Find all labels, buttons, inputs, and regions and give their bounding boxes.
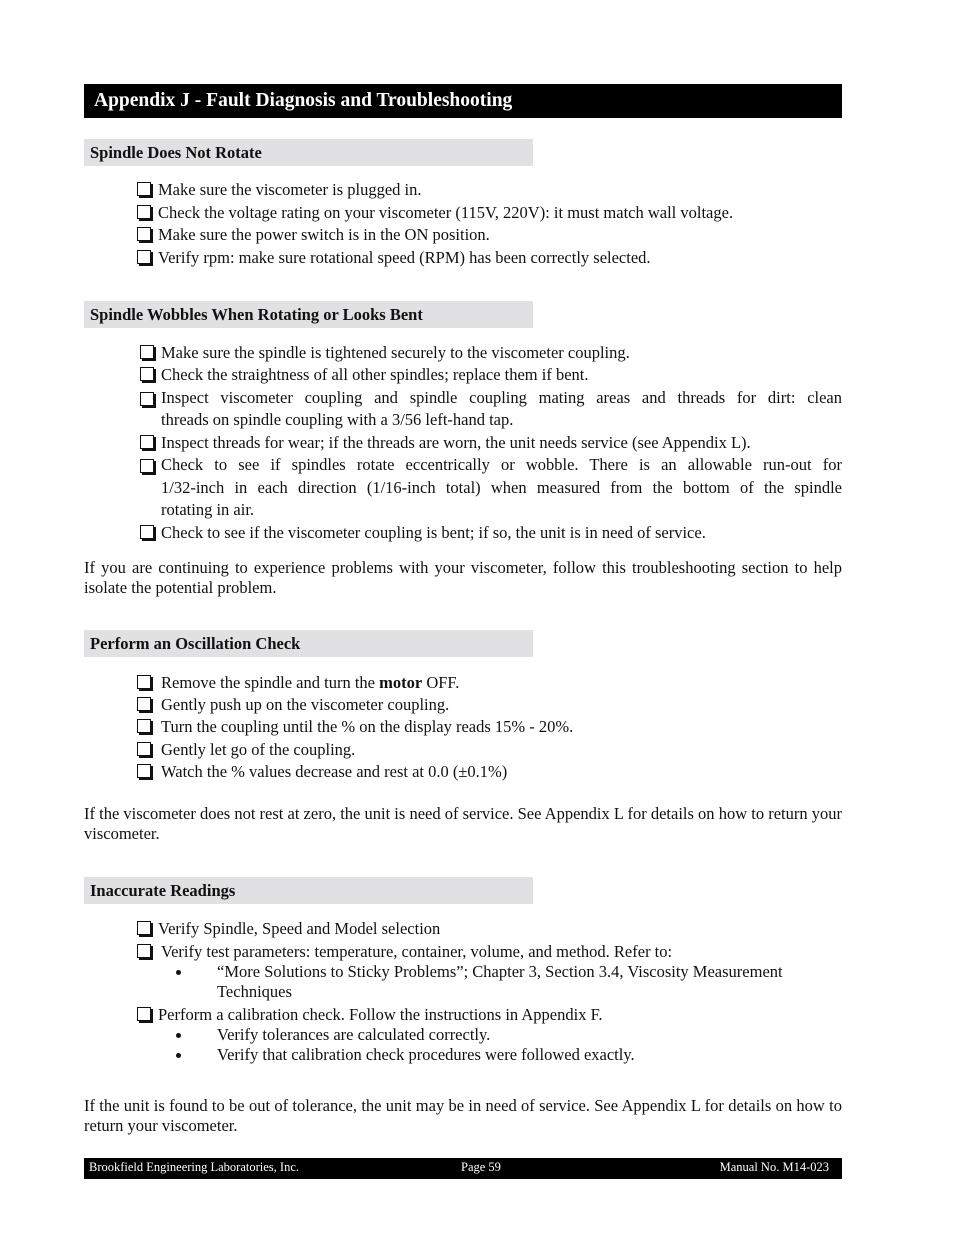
body-paragraph: If the viscometer does not rest at zero, the unit is need of service. See Appendix L for details on how to return your viscometer. bbox=[84, 804, 842, 843]
section-header-oscillation-check bbox=[84, 630, 533, 657]
section-header-spindle-wobbles bbox=[84, 301, 533, 328]
checkbox-icon bbox=[137, 764, 151, 778]
list-item: Make sure the spindle is tightened securely to the viscometer coupling. bbox=[140, 342, 630, 364]
bullet-icon bbox=[176, 970, 181, 975]
checkbox-icon bbox=[140, 367, 154, 381]
bullet-icon bbox=[176, 1053, 181, 1058]
sub-list-item: Verify that calibration check procedures were followed exactly. bbox=[217, 1045, 635, 1064]
checkbox-icon bbox=[137, 921, 151, 935]
section-title: Inaccurate Readings bbox=[90, 881, 236, 900]
checkbox-icon bbox=[137, 719, 151, 733]
checkbox-icon bbox=[140, 459, 154, 473]
appendix-title-bar bbox=[84, 84, 842, 118]
checkbox-icon bbox=[140, 345, 154, 359]
page-title: Appendix J - Fault Diagnosis and Troubleshooting bbox=[94, 90, 513, 111]
list-item: Inspect viscometer coupling and spindle coupling mating areas and threads for dirt: clean bbox=[140, 387, 842, 409]
list-item: Check to see if spindles rotate eccentrically or wobble. There is an allowable run-out for bbox=[140, 454, 842, 476]
page-footer bbox=[84, 1158, 842, 1179]
checkbox-icon bbox=[137, 250, 151, 264]
bullet-icon bbox=[176, 1033, 181, 1038]
list-item: Gently push up on the viscometer coupling. bbox=[137, 694, 449, 716]
list-item: Verify test parameters: temperature, container, volume, and method. Refer to: bbox=[137, 941, 672, 963]
checkbox-icon bbox=[137, 742, 151, 756]
list-item-continuation: rotating in air. bbox=[161, 500, 255, 519]
list-item: Check the voltage rating on your viscometer (115V, 220V): it must match wall voltage. bbox=[137, 202, 733, 224]
list-item: Verify Spindle, Speed and Model selection bbox=[137, 918, 440, 940]
sub-list-item-continuation: Techniques bbox=[217, 982, 292, 1001]
list-item: Check the straightness of all other spindles; replace them if bent. bbox=[140, 364, 589, 386]
list-item: Turn the coupling until the % on the display reads 15% - 20%. bbox=[137, 716, 573, 738]
checkbox-icon bbox=[137, 675, 151, 689]
list-item-continuation: 1/32-inch in each direction (1/16-inch total) when measured from the bottom of the spindle bbox=[161, 478, 842, 497]
list-item: Perform a calibration check. Follow the instructions in Appendix F. bbox=[137, 1004, 603, 1026]
section-title: Spindle Wobbles When Rotating or Looks Bent bbox=[90, 305, 423, 324]
section-title: Spindle Does Not Rotate bbox=[90, 143, 262, 162]
section-title: Perform an Oscillation Check bbox=[90, 634, 301, 653]
body-paragraph: If you are continuing to experience problems with your viscometer, follow this troubleshooting section to help isolate the potential problem. bbox=[84, 558, 842, 597]
checkbox-icon bbox=[140, 392, 154, 406]
footer-page-number: Page 59 bbox=[461, 1160, 501, 1174]
list-item: Watch the % values decrease and rest at 0.0 (±0.1%) bbox=[137, 761, 507, 783]
list-item: Gently let go of the coupling. bbox=[137, 739, 355, 761]
checkbox-icon bbox=[140, 525, 154, 539]
checkbox-icon bbox=[137, 182, 151, 196]
list-item: Make sure the power switch is in the ON position. bbox=[137, 224, 490, 246]
list-item: Verify rpm: make sure rotational speed (RPM) has been correctly selected. bbox=[137, 247, 651, 269]
list-item: Inspect threads for wear; if the threads are worn, the unit needs service (see Appendix L). bbox=[140, 432, 751, 454]
checkbox-icon bbox=[137, 227, 151, 241]
checkbox-icon bbox=[137, 697, 151, 711]
bold-term: motor bbox=[379, 673, 423, 692]
footer-company: Brookfield Engineering Laboratories, Inc. bbox=[89, 1160, 299, 1174]
footer-manual-number: Manual No. M14-023 bbox=[719, 1160, 829, 1174]
list-item: Check to see if the viscometer coupling is bent; if so, the unit is in need of service. bbox=[140, 522, 706, 544]
list-item: Make sure the viscometer is plugged in. bbox=[137, 179, 421, 201]
list-item: Remove the spindle and turn the motor OFF. bbox=[137, 672, 459, 694]
list-item-continuation: threads on spindle coupling with a 3/56 left-hand tap. bbox=[161, 410, 514, 429]
section-header-spindle-not-rotate bbox=[84, 139, 533, 166]
sub-list-item: “More Solutions to Sticky Problems”; Chapter 3, Section 3.4, Viscosity Measurement bbox=[217, 962, 783, 981]
checkbox-icon bbox=[137, 205, 151, 219]
checkbox-icon bbox=[137, 1007, 151, 1021]
section-header-inaccurate-readings bbox=[84, 877, 533, 904]
body-paragraph: If the unit is found to be out of tolerance, the unit may be in need of service. See Appendix L for details on how to return your viscometer. bbox=[84, 1096, 842, 1135]
checkbox-icon bbox=[140, 435, 154, 449]
checkbox-icon bbox=[137, 944, 151, 958]
sub-list-item: Verify tolerances are calculated correctly. bbox=[217, 1025, 491, 1044]
